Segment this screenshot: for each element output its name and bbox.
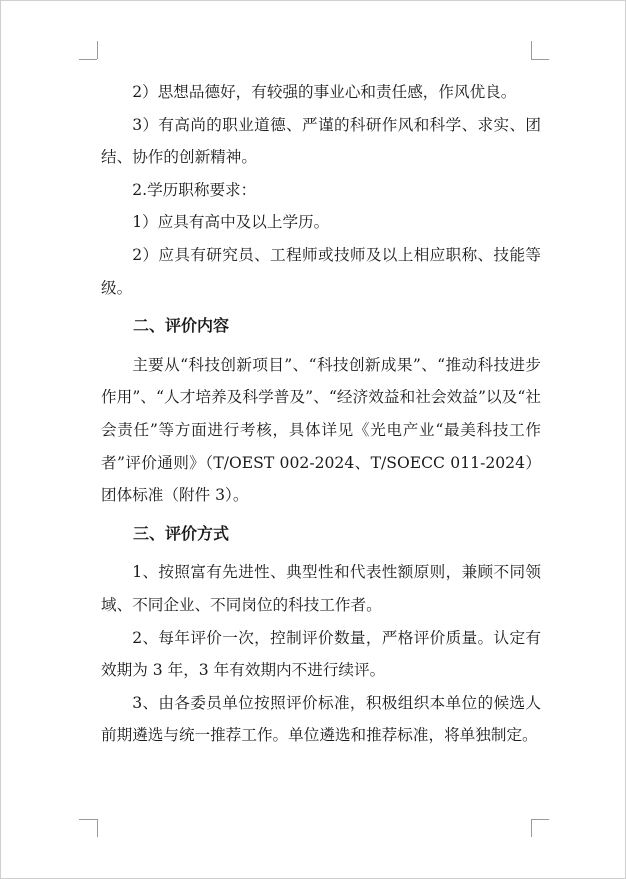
document-body <box>101 76 541 752</box>
crop-mark-bottom-left-h <box>79 819 97 820</box>
crop-mark-top-left-h <box>79 59 97 60</box>
paragraph-character-requirement: 2）思想品德好，有较强的事业心和责任感，作风优良。 <box>132 83 517 101</box>
section-heading-evaluation-content: 二、评价内容 <box>133 316 230 336</box>
paragraph-method-principle: 1、按照富有先进性、典型性和代表性额原则，兼顾不同领域、不同企业、不同岗位的科技工作者。 <box>101 563 541 614</box>
paragraph-title-requirement: 2）应具有研究员、工程师或技师及以上相应职称、技能等级。 <box>101 245 541 297</box>
paragraph-education-requirement: 1）应具有高中及以上学历。 <box>132 213 330 232</box>
paragraph-evaluation-content: 主要从“科技创新项目”、“科技创新成果”、“推动科技进步作用”、“人才培养及科学普及”、“经济效益和社会效益”以及“社会责任”等方面进行考核，具体详见《光电产业“最美科技工作者”评价通则》（T/OEST 002-2024、T/SOECC 011-2024）团体标准（附件 3）。 <box>101 355 541 505</box>
paragraph-method-frequency: 2、每年评价一次，控制评价数量，严格评价质量。认定有效期为 3 年，3 年有效期内不进行续评。 <box>101 628 541 680</box>
section-heading-evaluation-method: 三、评价方式 <box>133 523 230 543</box>
paragraph-method-nomination: 3、由各委员单位按照评价标准，积极组织本单位的候选人前期遴选与统一推荐工作。单位遴选和推荐标准，将单独制定。 <box>101 693 541 745</box>
crop-mark-top-left-v <box>97 41 98 59</box>
crop-mark-top-right-h <box>531 59 549 60</box>
crop-mark-top-right-v <box>531 41 532 59</box>
crop-mark-bottom-left-v <box>97 819 98 837</box>
crop-mark-bottom-right-v <box>531 819 532 837</box>
paragraph-education-title: 2.学历职称要求： <box>132 180 257 199</box>
crop-mark-bottom-right-h <box>531 819 549 820</box>
paragraph-ethics-requirement: 3）有高尚的职业道德、严谨的科研作风和科学、求实、团结、协作的创新精神。 <box>101 115 541 167</box>
